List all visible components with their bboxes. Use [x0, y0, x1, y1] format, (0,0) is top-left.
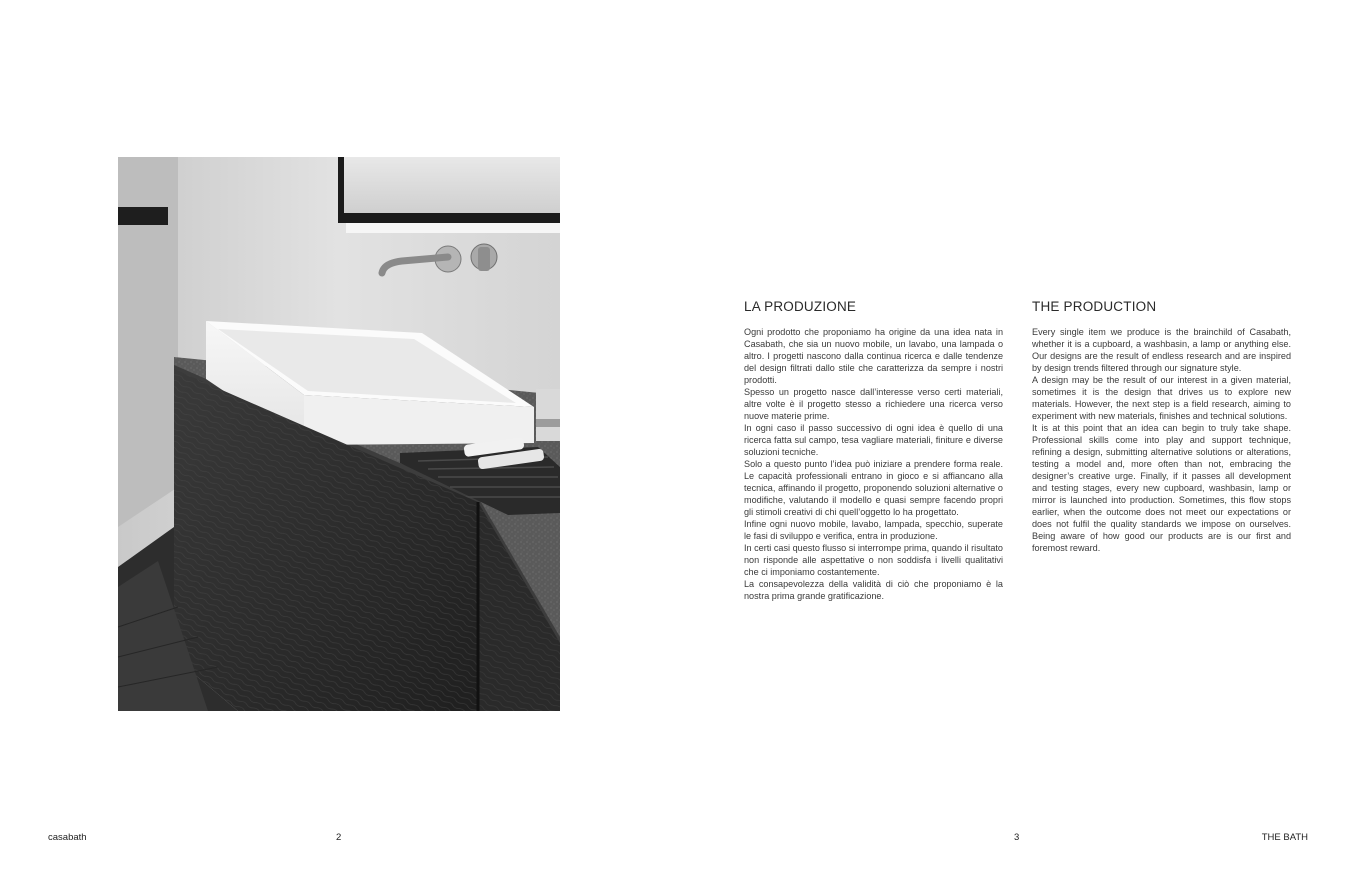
- english-heading: THE PRODUCTION: [1032, 299, 1157, 314]
- footer-brand: casabath: [48, 832, 87, 843]
- english-paragraph: It is at this point that an idea can begin to truly take shape. Professional skills come into play and support technique, refining a design, submitting alternative solutions or alterations, testing a model and, more often than not, embracing the designer’s creative urge. Finally, if it passes all development and testing stages, every new cupboard, washbasin, lamp or mirror is launched into production. Sometimes, this flow stops earlier, when the outcome does not meet our expectations or does not fulfil the quality standards we impose on ourselves. Being aware of how good our products are is our first and foremost reward.: [1032, 423, 1291, 553]
- italian-column: [744, 299, 1003, 602]
- italian-paragraph: Infine ogni nuovo mobile, lavabo, lampada, specchio, superate le fasi di sviluppo e verifica, entra in produzione.: [744, 519, 1003, 541]
- english-paragraph: Every single item we produce is the brainchild of Casabath, whether it is a cupboard, a washbasin, a lamp or anything else. Our designs are the result of endless research and are inspired by design trends filtered through our signature style.: [1032, 327, 1291, 373]
- page-number-right: 3: [1014, 832, 1020, 843]
- english-paragraph: A design may be the result of our interest in a given material, sometimes it is the design that drives us to explore new materials. However, the next step is a field research, aiming to experiment with new materials, finishes and technical solutions.: [1032, 375, 1291, 421]
- footer-section-title: THE BATH: [1261, 832, 1308, 843]
- bathroom-photo: [118, 157, 560, 711]
- bathroom-photo-illustration: [118, 157, 560, 711]
- italian-paragraph: La consapevolezza della validità di ciò che proponiamo è la nostra prima grande gratificazione.: [744, 579, 1003, 601]
- italian-paragraph: In certi casi questo flusso si interrompe prima, quando il risultato non risponde alle aspettative o non soddisfa i livelli qualitativi che ci imponiamo costantemente.: [744, 543, 1003, 577]
- italian-paragraph: Spesso un progetto nasce dall’interesse verso certi materiali, altre volte è il progetto stesso a richiedere una ricerca verso nuove materie prime.: [744, 387, 1003, 421]
- italian-paragraph: Ogni prodotto che proponiamo ha origine da una idea nata in Casabath, che sia un nuovo mobile, un lavabo, una lampada o altro. I progetti nascono dalla continua ricerca e dalle tendenze del design filtrati dallo stile che caratterizza da sempre i nostri prodotti.: [744, 327, 1003, 385]
- italian-paragraph: Solo a questo punto l’idea può iniziare a prendere forma reale. Le capacità professionali entrano in gioco e si affiancano alla tecnica, affinando il progetto, proponendo soluzioni alternative o modifiche, valutando il modello e quasi sempre facendo propri gli stimoli creativi di chi quell’oggetto lo ha progettato.: [744, 459, 1003, 517]
- page-number-left: 2: [336, 832, 342, 843]
- english-column: [1032, 299, 1291, 554]
- italian-heading: LA PRODUZIONE: [744, 299, 857, 314]
- italian-paragraph: In ogni caso il passo successivo di ogni idea è quello di una ricerca fatta sul campo, tesa vagliare materiali, finiture e diverse soluzioni tecniche.: [744, 423, 1003, 457]
